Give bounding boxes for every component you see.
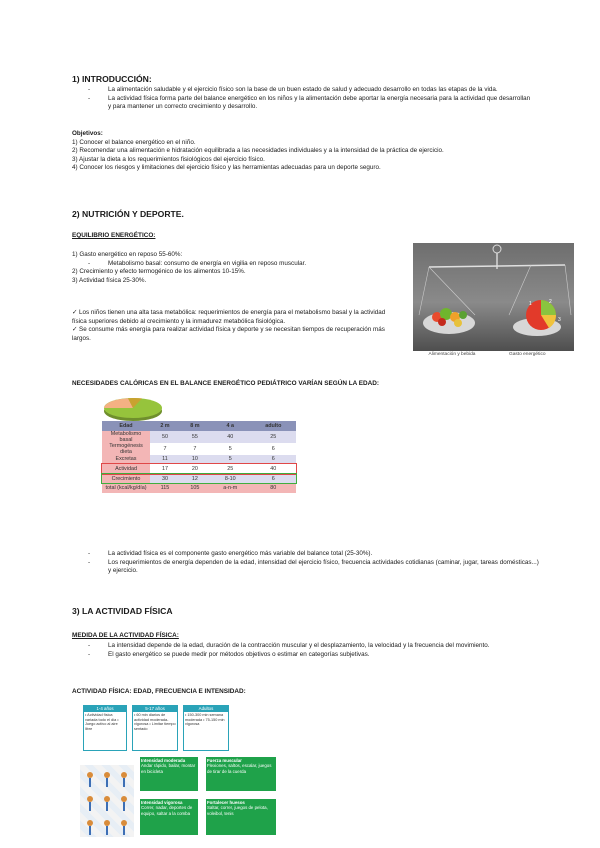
- activity-notes: [72, 550, 542, 576]
- row-label: total (kcal/kg/día): [102, 483, 150, 493]
- table-row: [102, 455, 296, 465]
- table-cell: 8-10: [210, 474, 251, 484]
- table-row: [102, 483, 296, 493]
- table-cell: 10: [180, 455, 210, 465]
- activity-subtitle: ACTIVIDAD FÍSICA: EDAD, FRECUENCIA E INTENSIDAD:: [72, 688, 246, 695]
- table-header-cell: 2 m: [150, 421, 180, 431]
- scale-label-right: Gasto energético: [509, 352, 546, 357]
- table-cell: 7: [163, 445, 167, 452]
- energy-subitem: - Metabolismo basal: consumo de energía en vigilia en reposo muscular.: [88, 259, 307, 267]
- caloric-needs-subtitle: NECESIDADES CALÓRICAS EN EL BALANCE ENERGÉTICO PEDIÁTRICO VARÍAN SEGÚN LA EDAD:: [72, 380, 380, 387]
- table-cell: 20: [191, 465, 198, 472]
- table-header-cell: adulto: [251, 421, 296, 431]
- table-row: [102, 474, 296, 484]
- table-cell: 6: [271, 445, 275, 452]
- table-header-cell: 4 a: [210, 421, 251, 431]
- table-cell: 25: [227, 465, 234, 472]
- table-cell: 17: [161, 465, 168, 472]
- table-cell: a-n-m: [210, 483, 251, 493]
- section-3-title: 3) LA ACTIVIDAD FÍSICA: [72, 606, 173, 616]
- table-header-cell: 8 m: [180, 421, 210, 431]
- check-item: ✓ Se consume más energía para realizar actividad física y deporte y se necesitan tiempos de recuperación más largos.: [72, 326, 385, 342]
- energy-item: 2) Crecimiento y efecto termogénico de los alimentos 10-15%.: [72, 268, 246, 276]
- scale-icon: [413, 243, 574, 351]
- svg-text:2: 2: [549, 299, 552, 305]
- table-cell: 30: [150, 474, 180, 484]
- table-row: [102, 464, 296, 474]
- intensity-box: Intensidad moderada Andar rápido, bailar, montar en bicicleta: [140, 757, 198, 791]
- age-box: 5-17 años • 60 min diarios de actividad moderada-vigorosa • Limitar tiempo sentado: [132, 705, 178, 751]
- check-item: ✓ Los niños tienen una alta tasa metabólica: requerimientos de energía para el metabolismo basal y la actividad física superiores debido al crecimiento y la inmadurez metabólica fisiológica.: [72, 309, 386, 325]
- list-item: - La actividad física es el componente gasto energético más variable del balance total (25-30%).: [88, 550, 373, 557]
- row-label: Termogénesis dieta: [102, 443, 150, 455]
- equilibrio-subtitle: EQUILIBRIO ENERGÉTICO:: [72, 232, 156, 239]
- table-cell: 40: [210, 431, 251, 443]
- objective: 2) Recomendar una alimentación e hidratación equilibrada a las necesidades individuales y a la intensidad de la práctica de ejercicio.: [72, 147, 444, 155]
- svg-text:3: 3: [558, 317, 561, 323]
- table-cell: 7: [193, 445, 197, 452]
- objectives-title: Objetivos:: [72, 130, 103, 137]
- table-cell: 105: [180, 483, 210, 493]
- list-item: - La intensidad depende de la edad, duración de la contracción muscular y el desplazamiento, la velocidad y la frecuencia del movimiento.: [88, 642, 490, 649]
- table-cell: 115: [150, 483, 180, 493]
- table-cell: 80: [251, 483, 296, 493]
- table-cell: 5: [228, 445, 232, 452]
- objective: 1) Conocer el balance energético en el niño.: [72, 138, 196, 146]
- table-cell: 25: [251, 431, 296, 443]
- intensity-box: Fortalecer huesos Saltar, correr, juegos de pelota, voleibol, tenis: [206, 799, 276, 835]
- list-item: - La alimentación saludable y el ejercicio físico son la base de un buen estado de salud y adecuado desarrollo en todas las etapas de la vida.: [88, 86, 498, 93]
- table-row: [102, 431, 296, 443]
- row-label: Actividad: [102, 464, 150, 474]
- age-box: Adultos • 150-300 min semana moderada • 75-150 min vigorosa: [183, 705, 229, 751]
- table-header-cell: Edad: [102, 421, 150, 431]
- table-row: [102, 443, 296, 455]
- section-2-title: 2) NUTRICIÓN Y DEPORTE.: [72, 209, 184, 219]
- table-cell: 40: [270, 465, 277, 472]
- energy-item: 3) Actividad física 25-30%.: [72, 276, 147, 284]
- pie-icon: [102, 397, 164, 421]
- section-1-title: 1) INTRODUCCIÓN:: [72, 74, 152, 84]
- list-item: - Los requerimientos de energía dependen de la edad, intensidad del ejercicio físico, frecuencia actividades cotidianas (caminar, jugar, tareas domésticas...) y ejercicio.: [88, 558, 539, 575]
- activity-diagram: [80, 702, 280, 842]
- table-cell: 11: [150, 455, 180, 465]
- table-cell: 50: [150, 431, 180, 443]
- medida-bullets: [72, 642, 542, 659]
- table-header-row: [102, 421, 296, 431]
- energy-balance-image: [413, 243, 574, 351]
- row-label: Metabolismo basal: [102, 431, 150, 443]
- energy-list: [72, 251, 402, 285]
- section-1-bullets: [72, 86, 532, 112]
- table-cell: 55: [180, 431, 210, 443]
- objectives-block: [72, 130, 542, 173]
- intensity-box: Fuerza muscular Flexiones, saltos, escalar, juegos de tirar de la cuerda: [206, 757, 276, 791]
- objective: 4) Conocer los riesgos y limitaciones del ejercicio físico y las herramientas adecuadas para un deporte seguro.: [72, 164, 381, 172]
- table-cell: 6: [251, 455, 296, 465]
- medida-subtitle: MEDIDA DE LA ACTIVIDAD FÍSICA:: [72, 632, 179, 639]
- energy-item: 1) Gasto energético en reposo 55-60%:: [72, 251, 183, 258]
- svg-text:1: 1: [529, 301, 532, 307]
- row-label: Excretas: [102, 455, 150, 465]
- caloric-needs-table: [102, 421, 296, 493]
- checks-block: [72, 309, 400, 343]
- intensity-box: Intensidad vigorosa Correr, nadar, deportes de equipo, saltar a la comba: [140, 799, 198, 835]
- list-item: - La actividad física forma parte del balance energético en los niños y la alimentación debe aportar la energía necesaria para la actividad que desarrollan y para mantener un correcto crecimiento y desarrollo.: [88, 94, 531, 111]
- list-item: - El gasto energético se puede medir por métodos objetivos o estimar en categorías subjetivas.: [88, 650, 370, 658]
- table-cell: 6: [251, 474, 296, 484]
- age-box: 1-4 años • Actividad física variada todo el día • Juego activo al aire libre: [83, 705, 127, 751]
- scale-label-left: Alimentación y bebida: [428, 352, 476, 357]
- exercise-icon: [80, 765, 134, 837]
- exercise-figures-icon: [80, 765, 134, 837]
- table-cell: 12: [180, 474, 210, 484]
- table-cell: 5: [210, 455, 251, 465]
- objective: 3) Ajustar la dieta a los requerimientos fisiológicos del ejercicio físico.: [72, 155, 265, 163]
- row-label: Crecimiento: [102, 474, 150, 484]
